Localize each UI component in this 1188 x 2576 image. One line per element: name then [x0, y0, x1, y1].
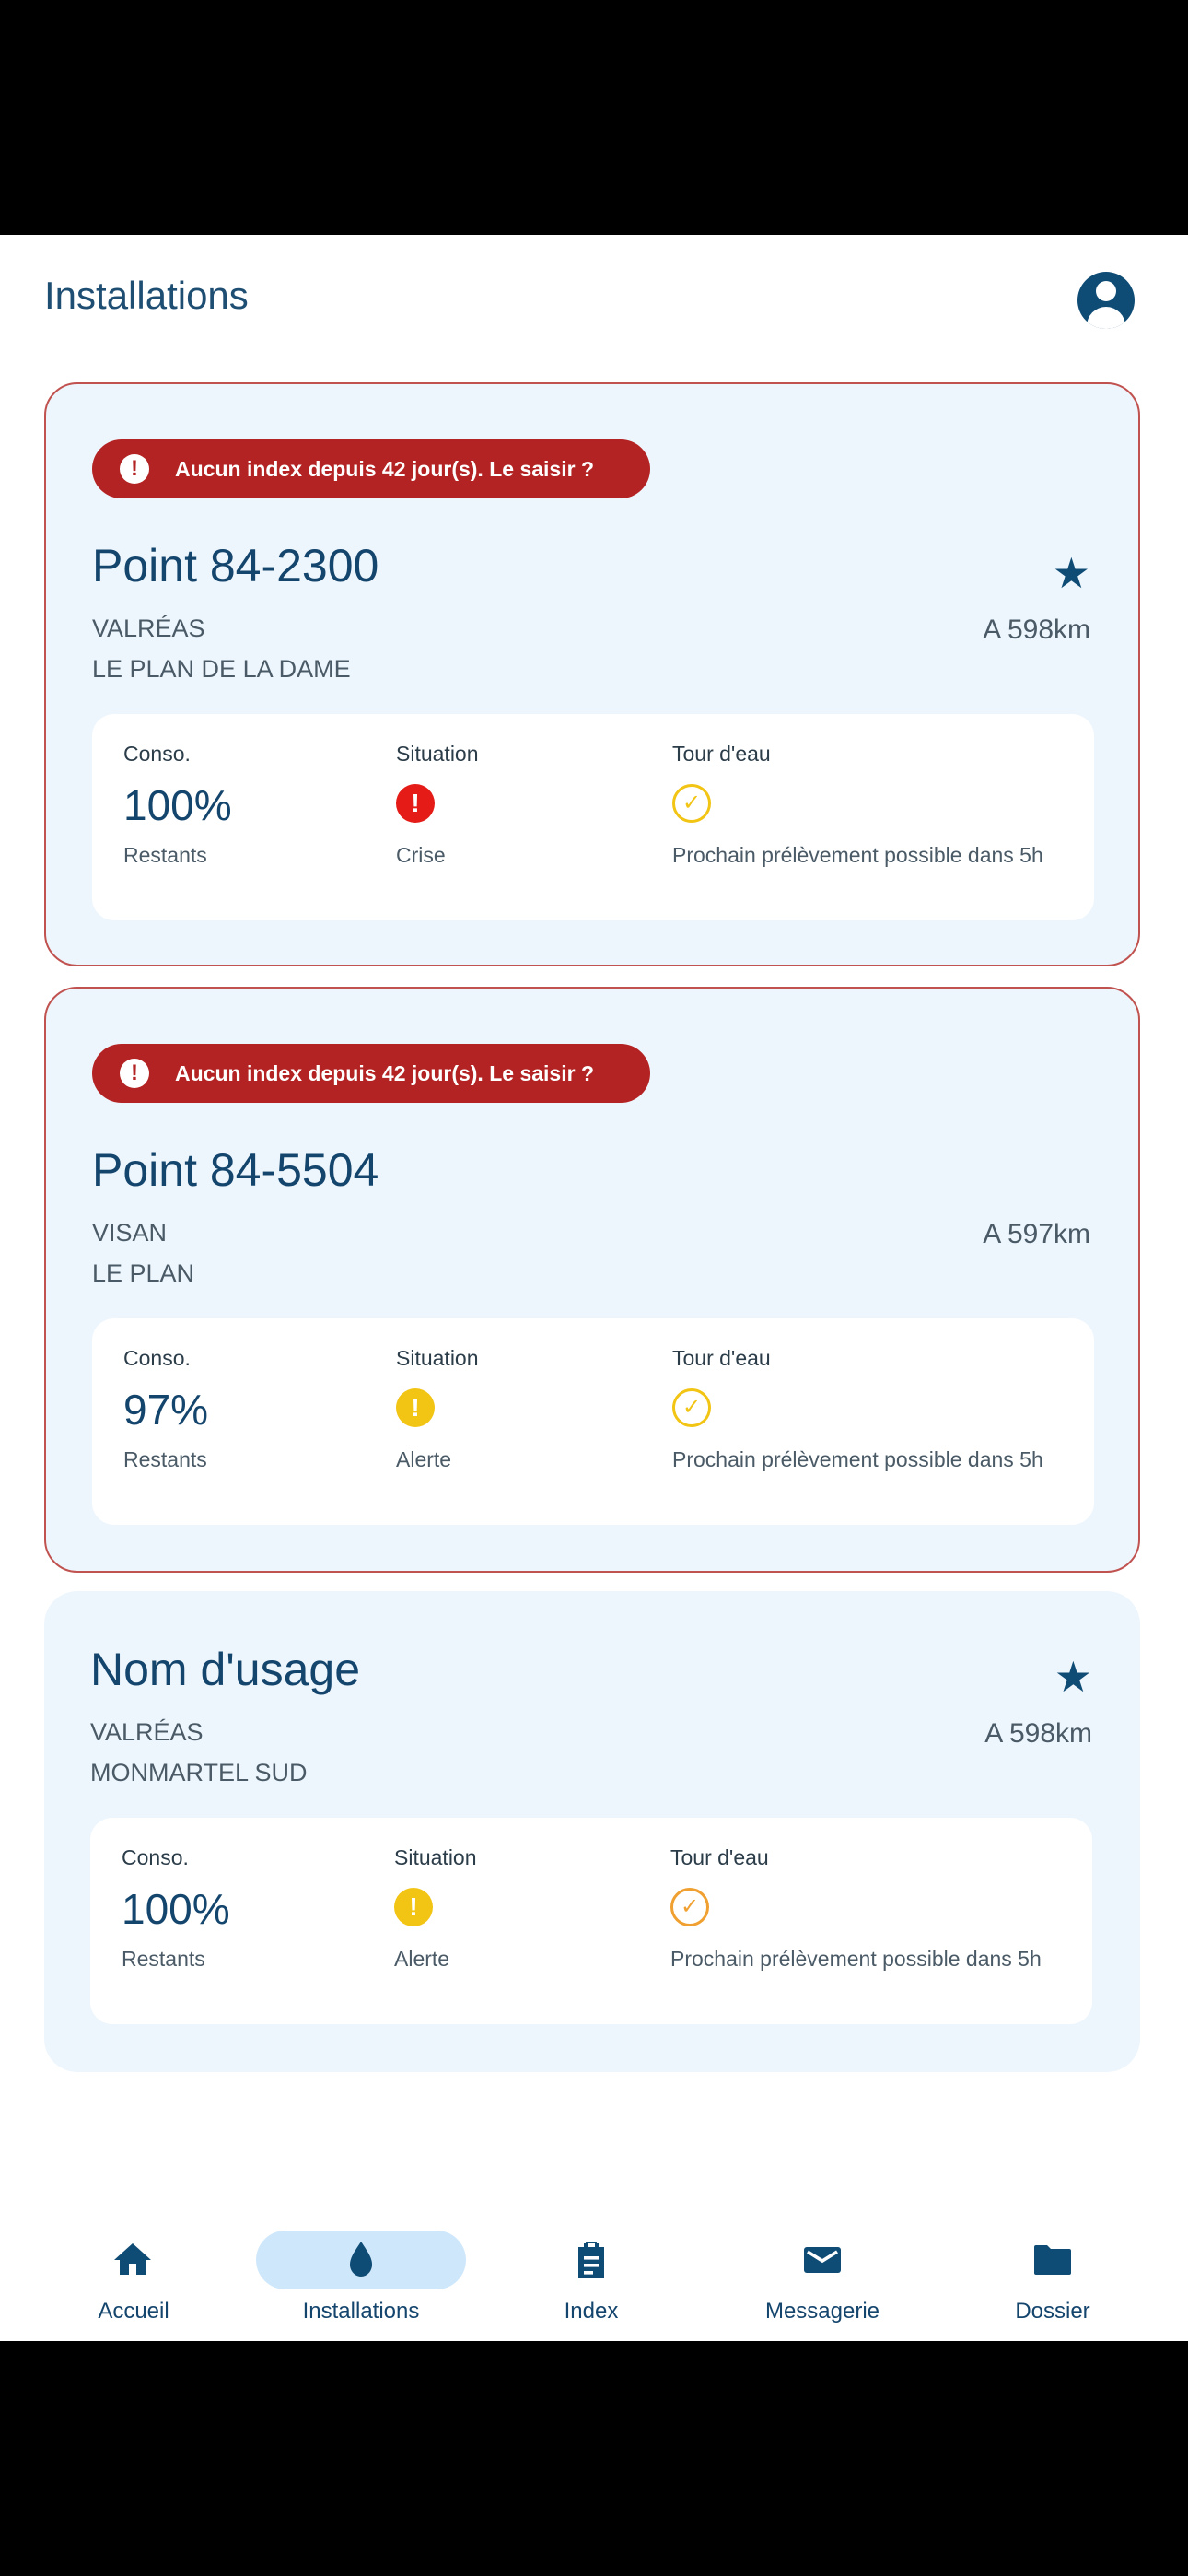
tour-text: Prochain prélèvement possible dans 5h: [672, 1447, 1043, 1471]
missing-index-alert[interactable]: [92, 1044, 650, 1103]
check-circle-icon: ✓: [672, 784, 711, 823]
installation-name: Point 84-2300: [92, 540, 379, 591]
installation-place: LE PLAN: [92, 1259, 195, 1287]
alert-text: Aucun index depuis 42 jour(s). Le saisir ?: [175, 456, 594, 481]
situation-value: Crise: [396, 843, 446, 867]
installation-city: VALRÉAS: [92, 615, 205, 642]
star-icon[interactable]: ★: [1054, 1653, 1092, 1701]
situation-value: Alerte: [396, 1447, 452, 1471]
nav-label: Messagerie: [764, 2299, 880, 2324]
situation-icon: !: [394, 1888, 433, 1926]
conso-value: 97%: [123, 1386, 209, 1434]
stats-panel: [90, 1818, 1092, 2024]
conso-value: 100%: [123, 781, 232, 829]
stats-panel: [92, 714, 1094, 920]
nav-label: Installations: [302, 2299, 420, 2324]
nav-item-index[interactable]: [527, 2207, 656, 2341]
tour-label: Tour d'eau: [672, 742, 771, 766]
nav-item-messagerie[interactable]: [746, 2207, 899, 2341]
situation-label: Situation: [394, 1845, 477, 1869]
situation-icon: !: [396, 1388, 435, 1427]
profile-icon[interactable]: [1077, 272, 1135, 329]
installation-card[interactable]: [44, 987, 1140, 1573]
page-title: Installations: [44, 274, 249, 317]
installation-name: Point 84-5504: [92, 1144, 379, 1196]
bottom-nav: [0, 2207, 1188, 2341]
installation-place: LE PLAN DE LA DAME: [92, 655, 351, 683]
check-circle-icon: ✓: [672, 1388, 711, 1427]
conso-sub: Restants: [123, 1447, 207, 1471]
conso-sub: Restants: [122, 1947, 205, 1971]
installation-city: VALRÉAS: [90, 1718, 204, 1746]
home-icon: [107, 2238, 158, 2282]
alert-text: Aucun index depuis 42 jour(s). Le saisir ?: [175, 1060, 594, 1085]
situation-value: Alerte: [394, 1947, 450, 1971]
nav-label: Accueil: [98, 2299, 169, 2324]
exclamation-icon: !: [120, 1059, 149, 1088]
check-circle-icon: ✓: [670, 1888, 709, 1926]
situation-label: Situation: [396, 1346, 479, 1370]
tour-text: Prochain prélèvement possible dans 5h: [670, 1947, 1042, 1971]
installation-distance: A 597km: [983, 1219, 1090, 1249]
installation-place: MONMARTEL SUD: [90, 1759, 308, 1786]
mail-icon: [798, 2238, 846, 2282]
installation-city: VISAN: [92, 1219, 168, 1247]
missing-index-alert[interactable]: [92, 439, 650, 498]
tour-label: Tour d'eau: [670, 1845, 769, 1869]
situation-icon: !: [396, 784, 435, 823]
star-icon[interactable]: ★: [1052, 549, 1090, 597]
installation-distance: A 598km: [983, 615, 1090, 645]
folder-icon: [1026, 2238, 1079, 2282]
water-drop-icon: [339, 2238, 383, 2282]
nav-item-accueil[interactable]: [74, 2207, 193, 2341]
nav-item-installations[interactable]: [256, 2207, 466, 2341]
nav-label: Index: [564, 2299, 619, 2324]
nav-label: Dossier: [1015, 2299, 1090, 2324]
nav-item-dossier[interactable]: [993, 2207, 1112, 2341]
conso-label: Conso.: [123, 1346, 191, 1370]
conso-label: Conso.: [123, 742, 191, 766]
clipboard-icon: [567, 2238, 615, 2282]
tour-text: Prochain prélèvement possible dans 5h: [672, 843, 1043, 867]
tour-label: Tour d'eau: [672, 1346, 771, 1370]
installation-card[interactable]: [44, 382, 1140, 966]
stats-panel: [92, 1318, 1094, 1525]
situation-label: Situation: [396, 742, 479, 766]
header: [0, 235, 1188, 364]
conso-label: Conso.: [122, 1845, 189, 1869]
installation-card[interactable]: [44, 1591, 1140, 2072]
conso-sub: Restants: [123, 843, 207, 867]
installation-distance: A 598km: [984, 1718, 1092, 1749]
installation-name: Nom d'usage: [90, 1644, 361, 1695]
conso-value: 100%: [122, 1885, 230, 1933]
exclamation-icon: !: [120, 454, 149, 484]
app-screen: [0, 235, 1188, 2341]
